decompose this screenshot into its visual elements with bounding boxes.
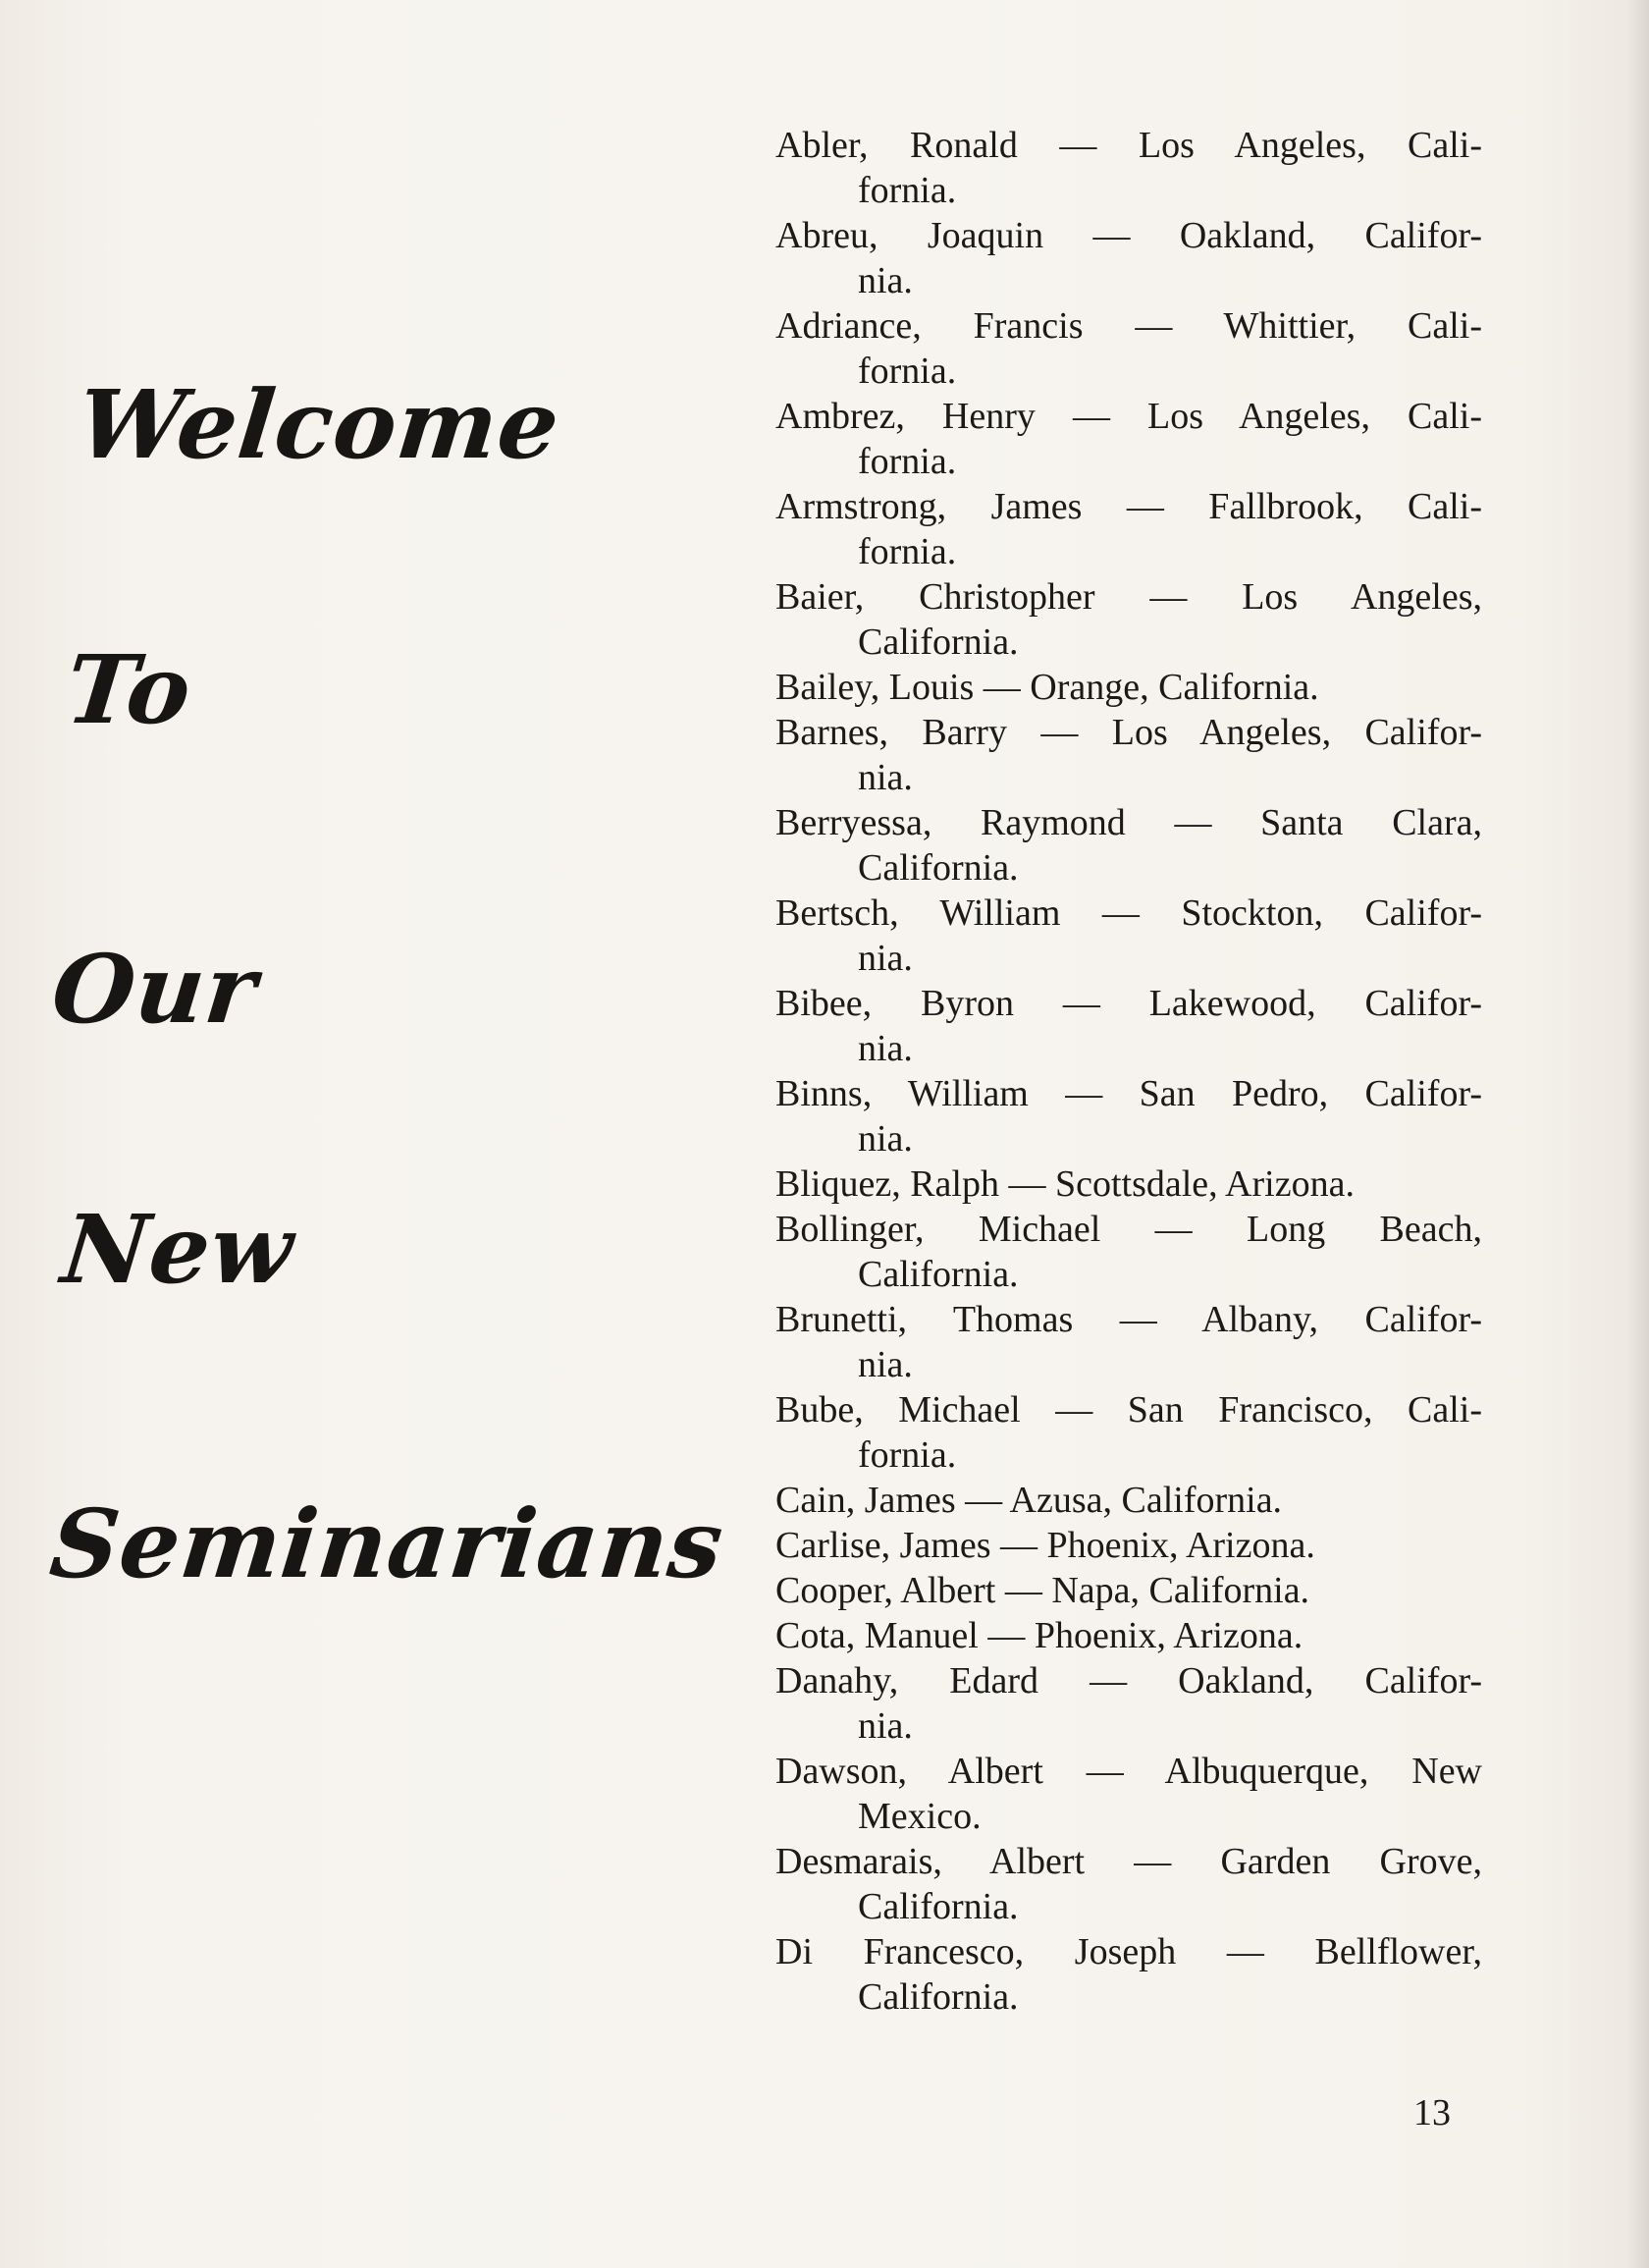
list-item-continuation: California. bbox=[858, 847, 1019, 889]
list-item bbox=[775, 1387, 1482, 1478]
list-item bbox=[775, 303, 1482, 394]
heading-word-seminarians: Seminarians bbox=[45, 1488, 729, 1599]
list-item bbox=[775, 1613, 1482, 1658]
list-item bbox=[775, 710, 1482, 800]
list-item-continuation: nia. bbox=[858, 938, 913, 979]
list-item-line: Armstrong, James — Fallbrook, Cali- bbox=[775, 486, 1482, 527]
page-edge-shadow bbox=[1627, 0, 1649, 2268]
list-item-continuation: California. bbox=[858, 621, 1019, 663]
list-item bbox=[775, 1929, 1482, 2020]
list-item-line: Brunetti, Thomas — Albany, Califor- bbox=[775, 1299, 1482, 1340]
list-item-line: Danahy, Edard — Oakland, Califor- bbox=[775, 1660, 1482, 1701]
list-item bbox=[775, 123, 1482, 213]
list-item bbox=[775, 1478, 1482, 1523]
list-item-continuation: California. bbox=[858, 1254, 1019, 1295]
list-item bbox=[775, 1658, 1482, 1749]
list-item-continuation: California. bbox=[858, 1976, 1019, 2018]
list-item bbox=[775, 1568, 1482, 1613]
list-item-line: Cota, Manuel — Phoenix, Arizona. bbox=[775, 1615, 1303, 1656]
list-item bbox=[775, 891, 1482, 981]
list-item-line: Bertsch, William — Stockton, Califor- bbox=[775, 892, 1482, 934]
list-item-line: Bibee, Byron — Lakewood, Califor- bbox=[775, 983, 1482, 1024]
list-item-line: Barnes, Barry — Los Angeles, Califor- bbox=[775, 712, 1482, 753]
page-number: 13 bbox=[1413, 2092, 1451, 2133]
list-item-line: Bailey, Louis — Orange, California. bbox=[775, 667, 1319, 708]
list-item-line: Bube, Michael — San Francisco, Cali- bbox=[775, 1389, 1482, 1431]
list-item-continuation: fornia. bbox=[858, 351, 957, 392]
heading-word-new: New bbox=[57, 1194, 299, 1305]
list-item bbox=[775, 1071, 1482, 1161]
list-item-line: Baier, Christopher — Los Angeles, bbox=[775, 576, 1482, 618]
list-item-line: Cooper, Albert — Napa, California. bbox=[775, 1570, 1310, 1611]
list-item-continuation: fornia. bbox=[858, 441, 957, 482]
list-item bbox=[775, 800, 1482, 891]
list-item-continuation: fornia. bbox=[858, 1434, 957, 1476]
list-item-continuation: nia. bbox=[858, 757, 913, 798]
list-item bbox=[775, 1207, 1482, 1297]
list-item-continuation: California. bbox=[858, 1886, 1019, 1927]
list-item-continuation: Mexico. bbox=[858, 1796, 982, 1837]
list-item-line: Bollinger, Michael — Long Beach, bbox=[775, 1209, 1482, 1250]
list-item-line: Desmarais, Albert — Garden Grove, bbox=[775, 1841, 1482, 1882]
list-item-line: Binns, William — San Pedro, Califor- bbox=[775, 1073, 1482, 1114]
list-item-line: Abler, Ronald — Los Angeles, Cali- bbox=[775, 125, 1482, 166]
list-item-line: Adriance, Francis — Whittier, Cali- bbox=[775, 305, 1482, 347]
list-item bbox=[775, 1749, 1482, 1839]
list-item-line: Di Francesco, Joseph — Bellflower, bbox=[775, 1931, 1482, 1972]
list-item-continuation: nia. bbox=[858, 260, 913, 301]
list-item bbox=[775, 484, 1482, 574]
list-item bbox=[775, 1297, 1482, 1387]
heading-word-to: To bbox=[61, 634, 197, 745]
list-item-line: Dawson, Albert — Albuquerque, New bbox=[775, 1751, 1482, 1792]
list-item bbox=[775, 981, 1482, 1071]
welcome-heading bbox=[45, 0, 729, 2268]
list-item-continuation: nia. bbox=[858, 1344, 913, 1385]
list-item bbox=[775, 1523, 1482, 1568]
list-item-continuation: nia. bbox=[858, 1028, 913, 1069]
list-item bbox=[775, 665, 1482, 710]
list-item-continuation: nia. bbox=[858, 1118, 913, 1160]
list-item-line: Berryessa, Raymond — Santa Clara, bbox=[775, 802, 1482, 843]
heading-word-our: Our bbox=[47, 934, 262, 1045]
list-item-continuation: fornia. bbox=[858, 531, 957, 572]
list-item-continuation: fornia. bbox=[858, 170, 957, 211]
heading-word-welcome: Welcome bbox=[73, 369, 565, 480]
list-item bbox=[775, 574, 1482, 665]
list-item-line: Cain, James — Azusa, California. bbox=[775, 1480, 1283, 1521]
list-item bbox=[775, 394, 1482, 484]
list-item bbox=[775, 1161, 1482, 1207]
list-item-continuation: nia. bbox=[858, 1705, 913, 1747]
list-item-line: Bliquez, Ralph — Scottsdale, Arizona. bbox=[775, 1163, 1355, 1205]
list-item-line: Abreu, Joaquin — Oakland, Califor- bbox=[775, 215, 1482, 256]
list-item bbox=[775, 1839, 1482, 1929]
list-item-line: Carlise, James — Phoenix, Arizona. bbox=[775, 1525, 1315, 1566]
list-item bbox=[775, 213, 1482, 303]
seminarian-list bbox=[775, 123, 1482, 2020]
list-item-line: Ambrez, Henry — Los Angeles, Cali- bbox=[775, 396, 1482, 437]
